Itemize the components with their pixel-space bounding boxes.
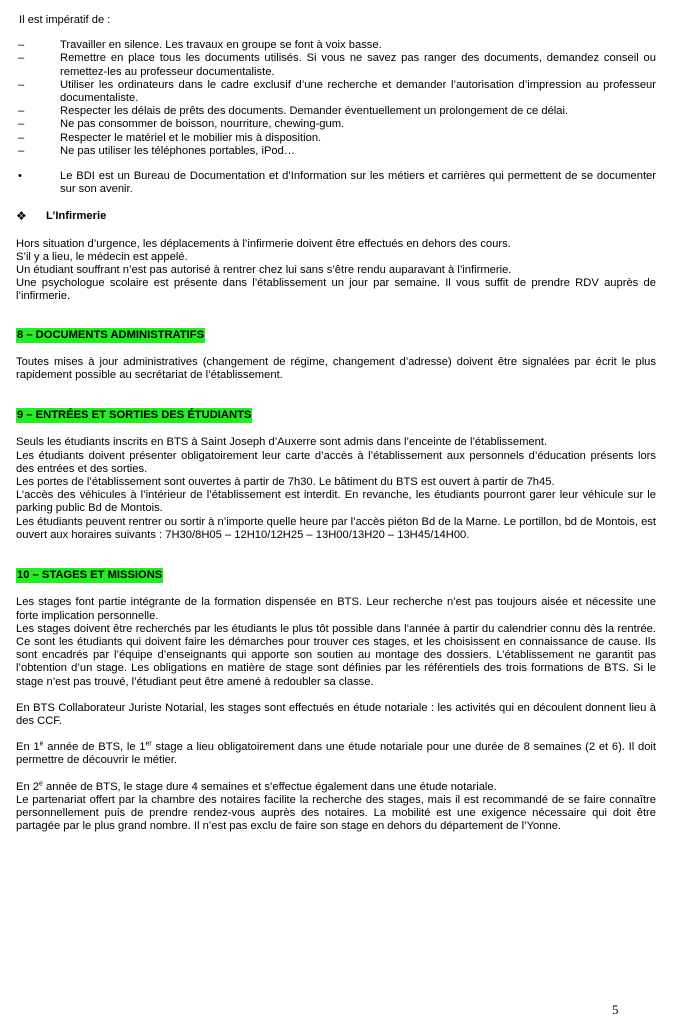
list-item: – Respecter les délais de prêts des documents. Demander éventuellement un prolongement de ce délai. (18, 105, 569, 118)
section-8-text: Toutes mises à jour administratives (changement de régime, changement d’adresse) doivent être signalées par écrit le plus rapidement possible au secrétariat de l’établissement. (16, 355, 656, 382)
list-item: – Ne pas consommer de boisson, nourriture, chewing-gum. (18, 118, 345, 131)
list-item: – Respecter le matériel et le mobilier mis à disposition. (18, 131, 322, 144)
section-10-title: 10 – STAGES ET MISSIONS (16, 568, 163, 583)
section-10-paragraph: Les stages doivent être recherchés par les étudiants le plus tôt possible dans l’année à partir du calendrier connu dès la rentrée. Ce sont les étudiants qui doivent faire les démarches pour trouver ces stages, et les choisissent en connaissance de cause. Ils sont encadrés par l’équipe d’enseignants qui apporte son soutien au montage des dossiers. L’établissement ne garantit pas l’obtention d’un stage. Les obligations en matière de stage sont définies par les référentiels des trois formations de BTS. Si le stage n’est pas trouvé, l’étudiant peut être amené à redoubler sa classe. (16, 622, 656, 688)
section-9-title: 9 – ENTRÉES ET SORTIES DES ÉTUDIANTS (16, 408, 252, 423)
document-page (16, 14, 656, 833)
section-9-line: Seuls les étudiants inscrits en BTS à Saint Joseph d’Auxerre sont admis dans l’enceinte de l’établissement. (16, 436, 548, 449)
intro-text: Il est impératif de : (19, 14, 111, 26)
dash-icon: – (18, 39, 25, 52)
dash-icon: – (18, 118, 25, 131)
list-item: – Ne pas utiliser les téléphones portables, iPod… (18, 144, 296, 157)
section-9-line: Les étudiants peuvent rentrer ou sortir à n’importe quelle heure par l’accès piéton Bd de la Marne. Le portillon, bd de Montois, est ouvert aux horaires suivants : 7H30/8H05 – 12H10/12H25 – 13H00/13H20 – 13H45/14H00. (16, 515, 656, 541)
dash-icon: – (18, 52, 25, 65)
list-item: – Remettre en place tous les documents utilisés. Si vous ne savez pas ranger des documents, demandez conseil ou remettez-les au professeur documentaliste. (18, 52, 656, 78)
dash-icon: – (18, 105, 25, 118)
dash-icon: – (18, 144, 25, 157)
section-10-paragraph: En BTS Collaborateur Juriste Notarial, les stages sont effectués en étude notariale : les activités qui en découlent donnent lieu à des CCF. (16, 701, 656, 727)
infirmerie-line: S’il y a lieu, le médecin est appelé. (16, 250, 188, 263)
diamond-bullet-icon: ❖ (16, 209, 27, 224)
page-number: 5 (612, 1002, 619, 1017)
section-9-line: Les étudiants doivent présenter obligatoirement leur carte d’accès à l’établissement aux personnels d’éducation présents lors des entrées et des sorties. (16, 449, 656, 475)
dash-icon: – (18, 131, 25, 144)
infirmerie-line: Hors situation d’urgence, les déplacements à l’infirmerie doivent être effectués en dehors des cours. (16, 237, 511, 250)
section-9-line: Les portes de l’établissement sont ouvertes à partir de 7h30. Le bâtiment du BTS est ouvert à partir de 7h45. (16, 476, 555, 489)
bullet-icon: • (18, 170, 22, 183)
bdi-bullet-item: • Le BDI est un Bureau de Documentation et d’Information sur les métiers et carrières qui permettent de se documenter sur son avenir. (18, 170, 656, 196)
list-item: – Travailler en silence. Les travaux en groupe se font à voix basse. (18, 39, 382, 52)
infirmerie-line: Une psychologue scolaire est présente dans l’établissement un jour par semaine. Il vous suffit de prendre RDV auprès de l’infirmerie. (16, 277, 656, 303)
section-10-paragraph: En 1e année de BTS, le 1er stage a lieu obligatoirement dans une étude notariale pour une durée de 8 semaines (2 et 6). Il doit permettre de découvrir le métier. (16, 740, 657, 767)
section-10-paragraph: En 2e année de BTS, le stage dure 4 semaines et s’effectue également dans une étude notariale. (16, 779, 497, 793)
infirmerie-heading: ❖ L’Infirmerie (16, 209, 107, 224)
dash-icon: – (18, 78, 25, 91)
section-10-paragraph: Les stages font partie intégrante de la formation dispensée en BTS. Leur recherche n’est pas toujours aisée et nécessite une forte implication personnelle. (16, 596, 656, 622)
rules-list (16, 39, 656, 158)
section-10-paragraph: Le partenariat offert par la chambre des notaires facilite la recherche des stages, mais il est recommandé de se faire connaître personnellement puis de prendre rendez-vous auprès des notaires. La mobilité est une exigence nécessaire qui doit être partagée par le plus grand nombre. Il n’est pas exclu de faire son stage en dehors du département de l’Yonne. (16, 793, 656, 833)
section-8-title: 8 – DOCUMENTS ADMINISTRATIFS (16, 328, 205, 343)
infirmerie-line: Un étudiant souffrant n’est pas autorisé à rentrer chez lui sans s’être rendu auparavant à l’infirmerie. (16, 264, 512, 277)
section-9-line: L’accès des véhicules à l’intérieur de l’établissement est interdit. En revanche, les étudiants pourront garer leur véhicule sur le parking public Bd de Montois. (16, 489, 656, 515)
list-item: – Utiliser les ordinateurs dans le cadre exclusif d’une recherche et demander l’autorisation d’impression au professeur documentaliste. (18, 78, 656, 105)
